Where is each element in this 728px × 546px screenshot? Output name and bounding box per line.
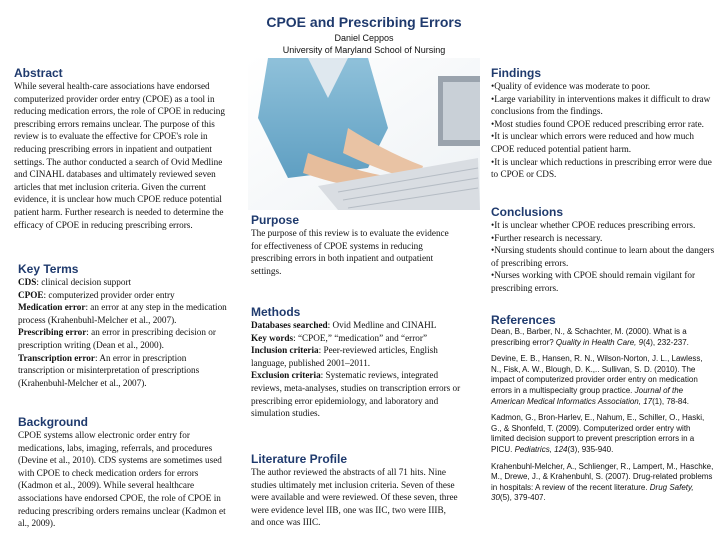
abstract-section (14, 66, 236, 231)
conclusions-list (491, 219, 717, 295)
key-terms-section (18, 262, 232, 389)
key-term-item: CDS: clinical decision support (18, 277, 132, 287)
key-terms-heading: Key Terms (18, 262, 79, 276)
reference-item: Krahenbuhl-Melcher, A., Schlienger, R., Lampert, M., Haschke, M., Drewe, J., & Krahenbuhl, S. (2007). Drug-related problems in hospitals: A review of the recent literature. Drug Safety, 30(5), 379-407. (491, 461, 714, 503)
methods-item: Inclusion criteria: Peer-reviewed articles, English language, published 2001–2011. (251, 345, 438, 368)
findings-item: •Most studies found CPOE reduced prescribing error rate. (491, 118, 704, 129)
findings-item: •Quality of evidence was moderate to poor. (491, 81, 651, 91)
literature-section (251, 452, 461, 529)
conclusions-item: •Nurses working with CPOE should remain vigilant for prescribing errors. (491, 270, 696, 293)
key-term-item: Transcription error: An error in prescription transcription or misinterpretation of prescriptions (Krahenbuhl-Melcher et al., 2007). (18, 352, 200, 388)
key-term-item: CPOE: computerized provider order entry (18, 289, 175, 300)
key-terms-list (18, 276, 232, 389)
methods-item: Exclusion criteria: Systematic reviews, integrated reviews, meta-analyses, studies on transcription errors or prescribing error epidemiology, and laboratory and simulation studies. (251, 370, 461, 419)
findings-item: •It is unclear which reductions in prescribing error were due to CPOE or CDS. (491, 156, 712, 180)
purpose-text: The purpose of this review is to evaluate the evidence for effectiveness of CPOE systems in reducing prescribing errors in both inpatient and outpatient settings. (251, 228, 449, 276)
key-term-item: Medication error: an error at any step in the medication process (Krahenbuhl-Melcher et al., 2007). (18, 302, 227, 325)
findings-section (491, 66, 717, 181)
findings-list (491, 80, 717, 181)
conclusions-section (491, 205, 717, 295)
methods-list (251, 319, 461, 420)
methods-item: Databases searched: Ovid Medline and CINAHL (251, 320, 437, 330)
findings-heading: Findings (491, 66, 541, 80)
abstract-text: While several health-care associations have endorsed computerized provider order entry (CPOE) as a tool in reducing medication errors, the role of CPOE in reducing prescribing errors remains unclear. The purpose of this review is to evaluate the effective for CPOE's role in reducing prescribing errors in inpatient and outpatient settings. The author conducted a search of Ovid Medline and CINAHL databases and ultimately reviewed seven articles that met inclusion criteria. Given the current evidence, it is unclear how much CPOE reduce potential patient harm. Further research is needed to determine the efficacy of CPOE in reducing prescribing errors. (14, 81, 225, 230)
conclusions-heading: Conclusions (491, 205, 564, 219)
nurse-typing-photo (248, 58, 480, 210)
findings-item: •Large variability in interventions makes it difficult to draw conclusions from the findings. (491, 93, 711, 117)
background-heading: Background (18, 415, 89, 429)
background-text: CPOE systems allow electronic order entry for medications, labs, imaging, referrals, and procedures (Devine et al., 2010). CDS systems are sometimes used with CPOE to check medication orders for errors (Kadmon et al., 2009). While several healthcare associations have endorsed CPOE, the role of CPOE in reducing prescribing orders remains unclear (Kadmon et al., 2009). (18, 430, 226, 529)
methods-item: Key words: “CPOE,” “medication” and “error” (251, 332, 428, 343)
purpose-heading: Purpose (251, 213, 300, 227)
reference-item: Dean, B., Barber, N., & Schachter, M. (2000). What is a prescribing error? Quality in Health Care, 9(4), 232-237. (491, 327, 689, 347)
references-heading: References (491, 313, 556, 327)
reference-item: Kadmon, G., Bron-Harlev, E., Nahum, E., Schiller, O., Haski, G., & Shonfeld, T. (2009). Computerized order entry with limited decision support to prevent prescription errors in a PICU. Pediatrics, 124(3), 935-940. (491, 413, 705, 454)
conclusions-item: •It is unclear whether CPOE reduces prescribing errors. (491, 220, 696, 230)
literature-text: The author reviewed the abstracts of all 71 hits. Nine studies ultimately met inclusion criteria. Seven of these were available and were reviewed. Of these seven, three were evidence level IIB, one was IIC, two were IIIB, and once was IIIC. (251, 467, 458, 528)
poster-school: University of Maryland School of Nursing (282, 45, 446, 55)
poster-title: CPOE and Prescribing Errors (266, 14, 462, 30)
conclusions-item: •Nursing students should continue to learn about the dangers of prescribing errors. (491, 245, 715, 268)
purpose-section (251, 213, 457, 277)
methods-heading: Methods (251, 305, 301, 319)
key-term-item: Prescribing error: an error in prescribing decision or prescription writing (Dean et al., 2000). (18, 327, 216, 350)
reference-item: Devine, E. B., Hansen, R. N., Wilson-Norton, J. L., Lawless, N., Fisk, A. W., Blough, D. K.,.. Sullivan, S. D. (2010). The impact of computerized provider order entry on medication errors in a multispecialty group practice. Journal of the American Medical Informatics Association, 17(1), 78-84. (491, 354, 703, 406)
conclusions-item: •Further research is necessary. (491, 232, 603, 243)
background-section (18, 415, 232, 530)
references-section (491, 313, 715, 510)
literature-heading: Literature Profile (251, 452, 348, 466)
findings-item: •It is unclear which errors were reduced and how much CPOE reduced potential patient harm. (491, 131, 694, 154)
methods-section (251, 305, 461, 420)
abstract-heading: Abstract (14, 66, 63, 80)
poster-author: Daniel Ceppos (334, 33, 394, 43)
